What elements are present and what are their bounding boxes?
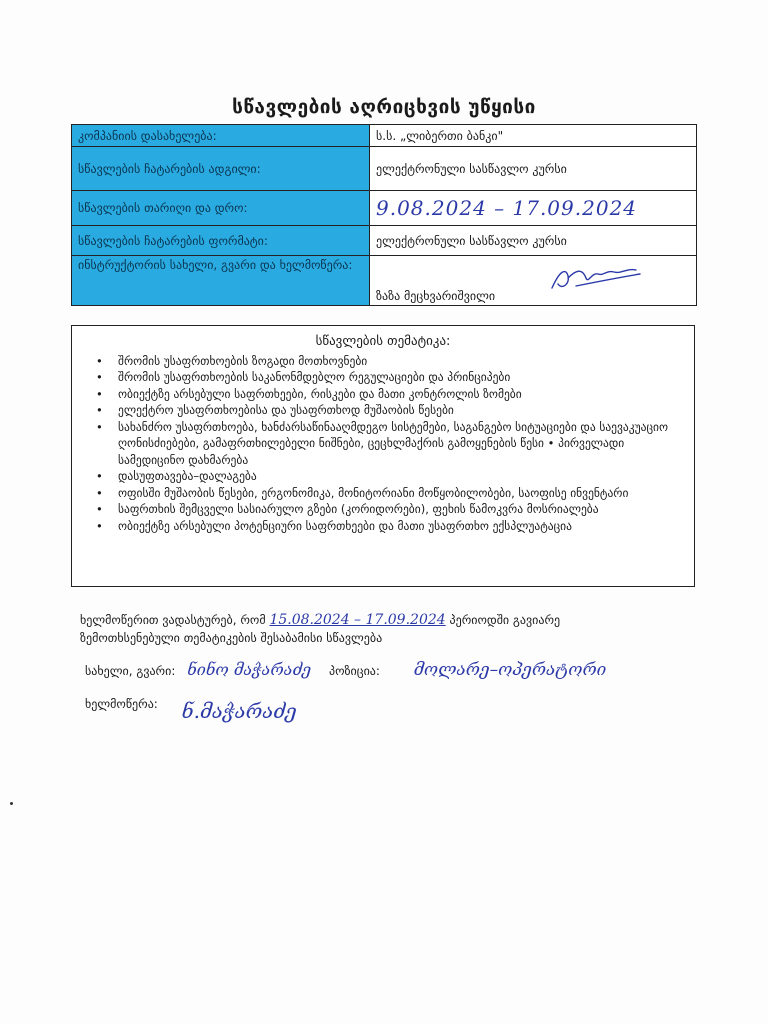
confirmation-text (80, 611, 640, 647)
info-row-date (72, 191, 697, 226)
bullet-icon: • (96, 518, 103, 533)
topics-list (72, 353, 694, 535)
bullet-icon: • (96, 353, 103, 368)
bullet-icon: • (96, 485, 103, 500)
bullet-icon: • (96, 469, 103, 483)
bullet-icon: • (96, 502, 103, 516)
position-label: პოზიცია: (328, 664, 380, 678)
bullet-icon: • (96, 403, 103, 417)
info-row-instructor (72, 256, 697, 306)
bullet-icon: • (96, 386, 103, 401)
bullet-icon: • (96, 370, 103, 384)
date-label: სწავლების თარიღი და დრო: (72, 191, 370, 226)
signature-label: ხელმოწერა: (85, 697, 158, 711)
topics-heading: სწავლების თემატიკა: (315, 334, 451, 349)
topic-item: • შრომის უსაფრთხოების საკანონმდებლო რეგულაციები და პრინციპები (96, 370, 511, 384)
topic-item: • სახანძრო უსაფრთხოება, ხანძარსაწინააღმდეგო სისტემები, საგანგებო სიტუაციები და საევაკუაციო ღონისძიებები, გამაფრთხილებელი ნიშნები, ცეცხლმაქრის გამოყენების წესი • პირველადი სამედიცინო დახმარება (96, 419, 669, 467)
location-value: ელექტრონული სასწავლო კურსი (370, 147, 697, 191)
format-value: ელექტრონული სასწავლო კურსი (370, 226, 697, 256)
document-title: სწავლების აღრიცხვის უწყისი (232, 96, 536, 118)
instructor-name: ზაზა მეცხვარიშვილი (376, 289, 496, 303)
participant-signature: ნ.მაჭარაძე (181, 699, 297, 723)
confirmation-before: ხელმოწერით ვადასტურებ, რომ (80, 613, 266, 627)
bullet-icon: • (96, 419, 103, 434)
topic-item: • ელექტრო უსაფრთხოებისა და უსაფრთხოდ მუშაობის წესები (96, 403, 454, 417)
topic-item: • ობიექტზე არსებული პოტენციური საფრთხეები და მათი უსაფრთხო ექსპლუატაცია (96, 518, 572, 533)
topic-item: • დასუფთავება–დალაგება (96, 469, 257, 483)
topic-item: • შრომის უსაფრთხოების ზოგადი მოთხოვნები (96, 353, 368, 368)
info-row-location (72, 147, 697, 191)
instructor-signature (546, 262, 646, 294)
name-value-handwritten: ნინო მაჭარაძე (187, 660, 312, 679)
confirmation-after: პერიოდში გავიარე ზემოთხსენებული თემატიკების შესაბამისი სწავლება (80, 613, 561, 645)
topic-item: • საფრთხის შემცველი სასიარულო გზები (კორიდორები), ფეხის წამოკვრა მოსრიალება (96, 502, 599, 516)
info-row-company (72, 125, 697, 147)
format-label: სწავლების ჩატარების ფორმატი: (72, 226, 370, 256)
signature-row (85, 689, 297, 723)
topic-item: • ოფისში მუშაობის წესები, ერგონომიკა, მონიტორიანი მოწყობილობები, საოფისე ინვენტარი (96, 485, 629, 500)
topic-item: • ობიექტზე არსებული საფრთხეები, რისკები და მათი კონტროლის ზომები (96, 386, 522, 401)
location-label: სწავლების ჩატარების ადგილი: (72, 147, 370, 191)
confirmation-period-handwritten: 15.08.2024 – 17.09.2024 (269, 612, 446, 628)
info-table (71, 124, 697, 306)
topics-box (71, 325, 695, 587)
company-label: კომპანიის დასახელება: (72, 125, 370, 147)
company-value: ს.ს. „ლიბერთი ბანკი" (370, 125, 697, 147)
date-value-handwritten: 9.08.2024 – 17.09.2024 (376, 196, 638, 220)
name-row (85, 660, 606, 680)
info-row-format (72, 226, 697, 256)
instructor-label: ინსტრუქტორის სახელი, გვარი და ხელმოწერა: (72, 256, 370, 306)
name-label: სახელი, გვარი: (85, 664, 176, 678)
position-value-handwritten: მოლარე–ოპერატორი (413, 660, 607, 680)
scan-speck (10, 802, 13, 805)
